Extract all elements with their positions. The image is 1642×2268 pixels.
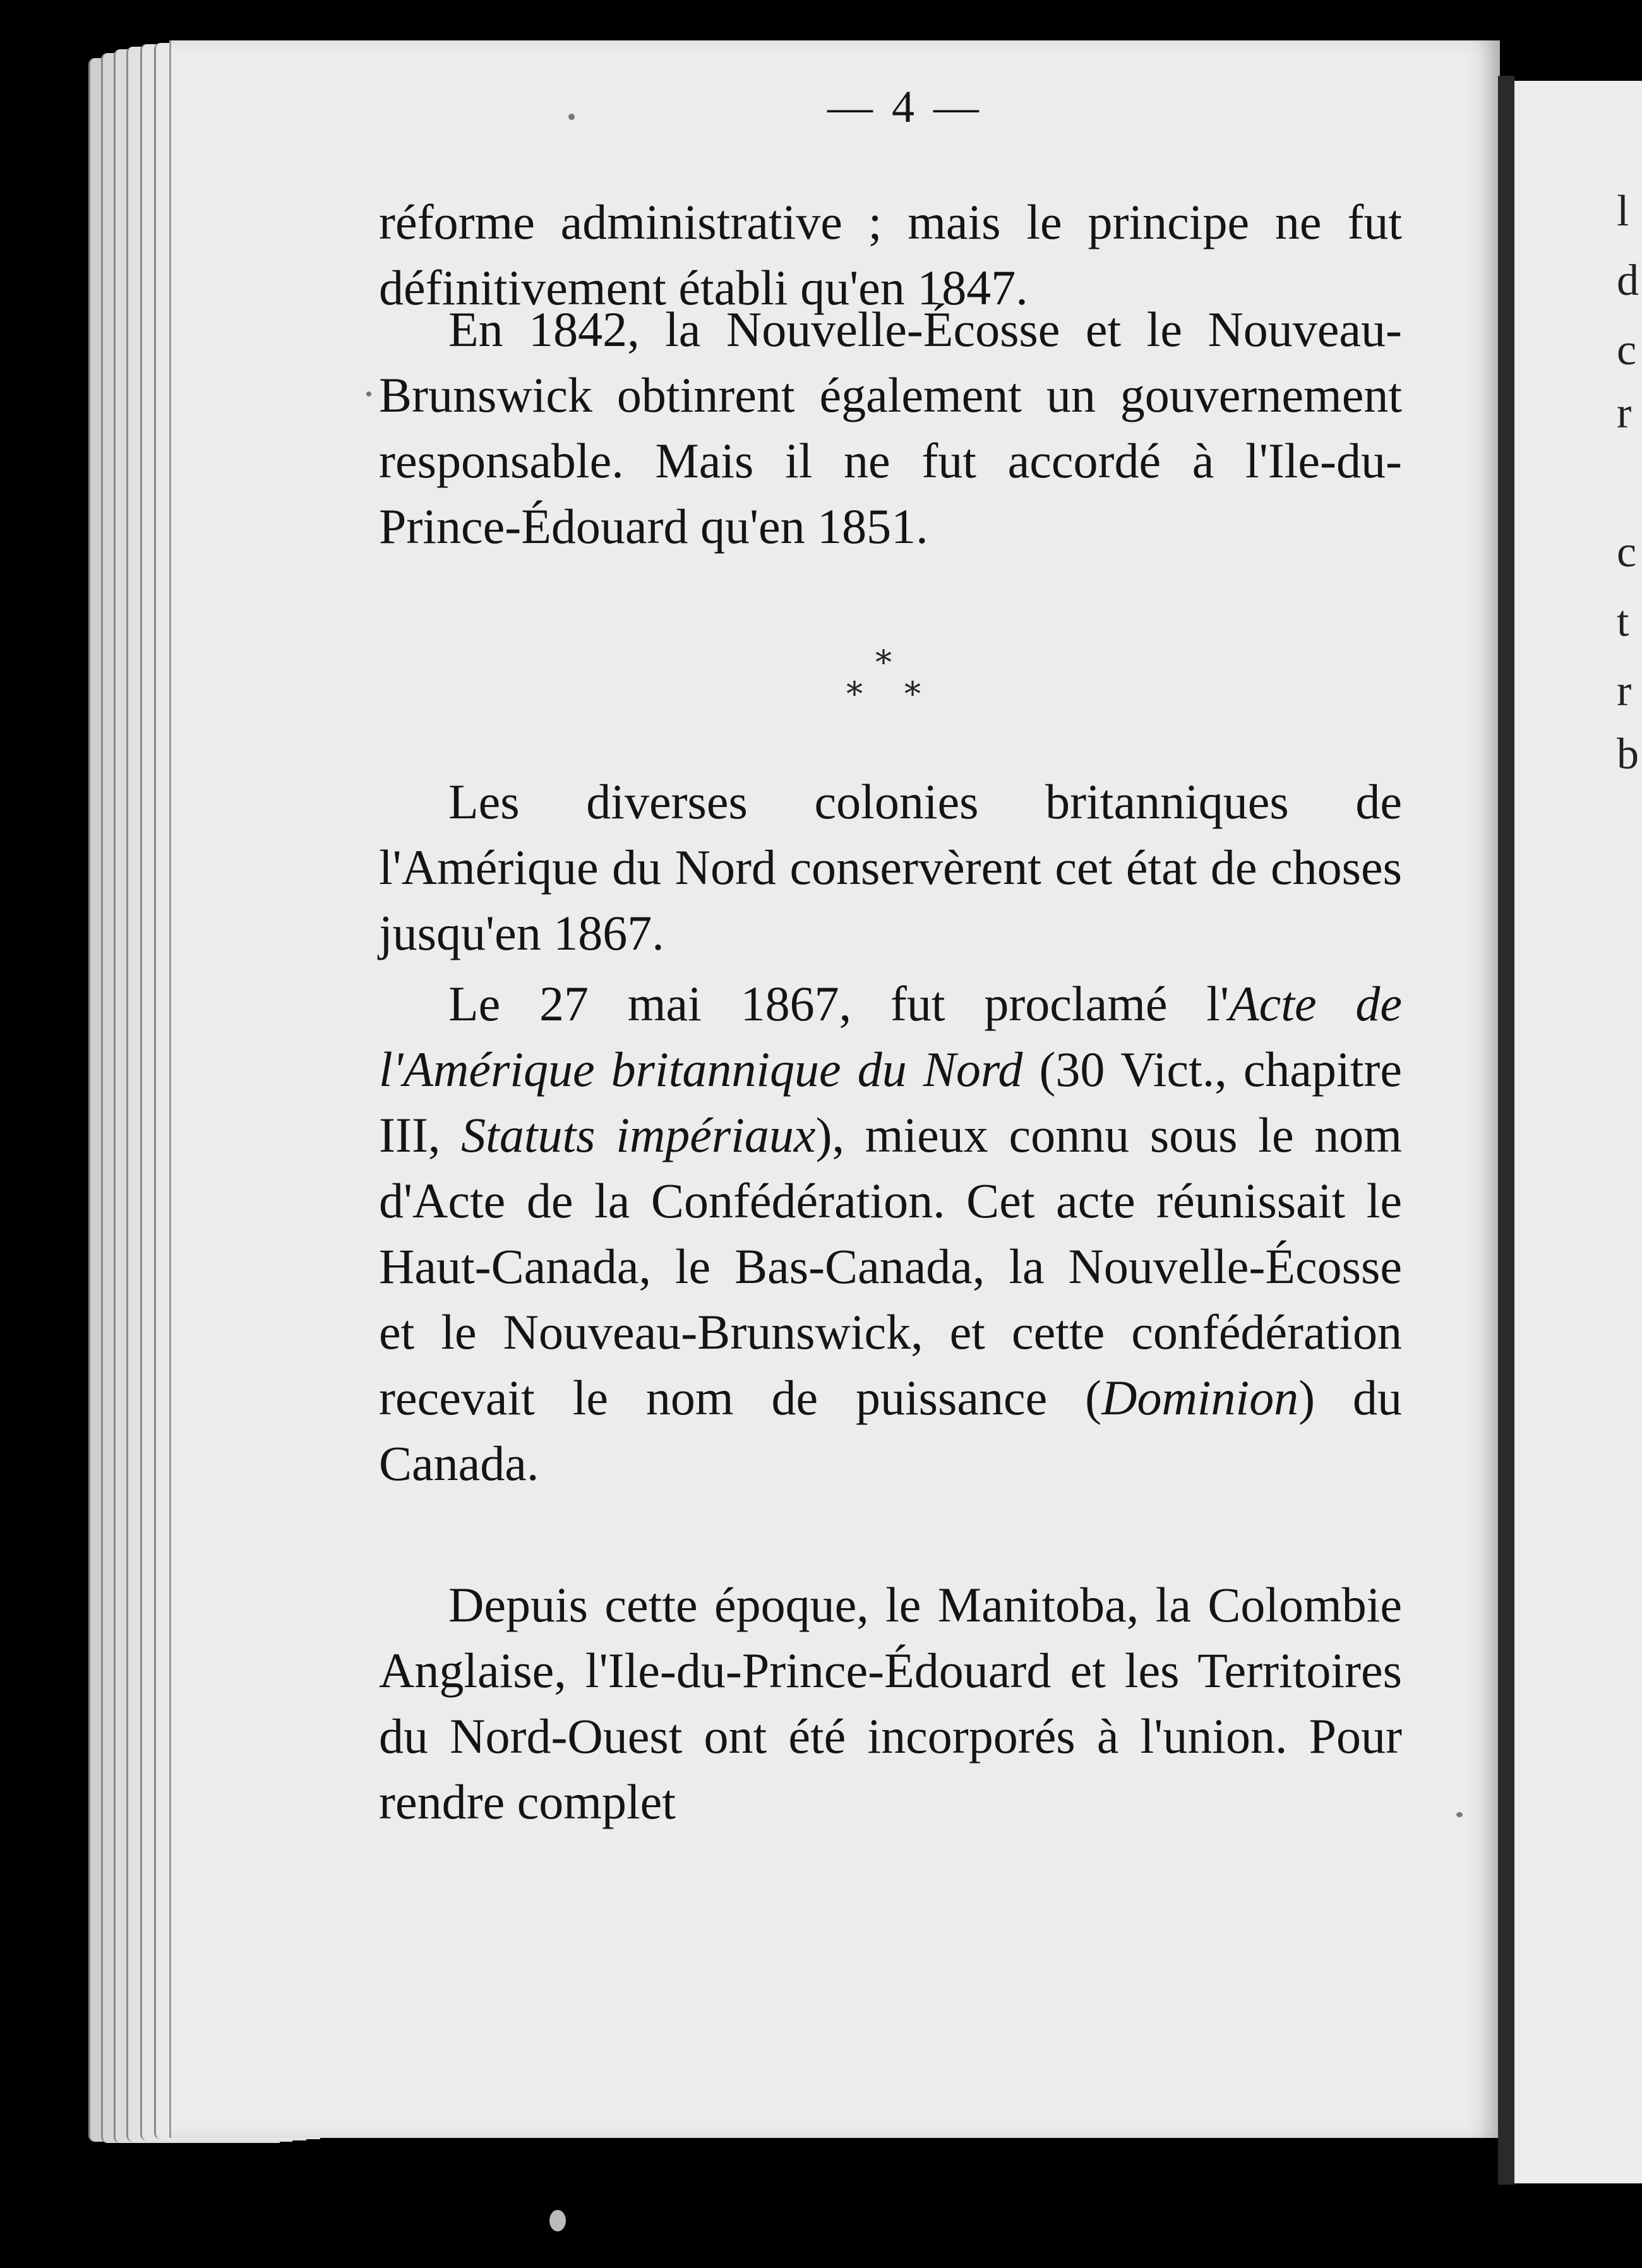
section-separator [846, 644, 935, 720]
paragraph-text: En 1842, la Nouvelle-Écosse et le Nouveau-Brunswick obtinrent également un gouvernement responsable. Mais il ne fut accordé à l'Ile-du-Prince-Édouard qu'en 1851. [379, 302, 1402, 554]
paragraph-text: Le 27 mai 1867, fut proclamé l' [448, 976, 1230, 1031]
paragraph-text: Depuis cette époque, le Manitoba, la Colombie Anglaise, l'Ile-du-Prince-Édouard et les Territoires du Nord-Ouest ont été incorporés à l'union. Pour rendre complet [379, 1577, 1402, 1829]
facing-page-letter: b [1617, 730, 1639, 779]
paragraph-text: Les diverses colonies britanniques de l'Amérique du Nord conservèrent cet état de choses jusqu'en 1867. [379, 774, 1402, 960]
facing-page-letter: t [1617, 597, 1629, 646]
scan-speck [549, 2210, 566, 2231]
italic-title-act: Acte de l'Amérique britannique du Nord [379, 976, 1402, 1097]
italic-word-dominion: Dominion [1101, 1370, 1299, 1425]
facing-page-letter: c [1617, 326, 1637, 374]
paragraph [379, 971, 1402, 1496]
paragraph [379, 769, 1402, 966]
facing-page-letter: d [1617, 256, 1639, 305]
book-binding [1498, 76, 1514, 2185]
paragraph-text: ) du Canada. [379, 1370, 1403, 1491]
scan-speck [568, 114, 575, 120]
paragraph [379, 297, 1402, 559]
paragraph-text: (30 Vict., chapitre III, [379, 1042, 1402, 1162]
italic-title-statutes: Statuts impériaux [461, 1107, 816, 1162]
facing-page-letter: r [1617, 389, 1632, 438]
facing-page-letter: r [1617, 667, 1632, 715]
scan-speck [1456, 1812, 1463, 1817]
paragraph [379, 1572, 1402, 1835]
page-number: — 4 — [827, 81, 983, 132]
facing-page-letter: l [1617, 187, 1629, 236]
facing-page-letter: c [1617, 528, 1637, 576]
asterisk: * [846, 676, 863, 713]
paragraph-continuation: réforme administrative ; mais le principe ne fut définitivement établi qu'en 1847. [379, 194, 1402, 315]
paragraph-text: ), mieux connu sous le nom d'Acte de la Confédération. Cet acte réunissait le Haut-Canada, le Bas-Canada, la Nouvelle-Écosse et le Nouveau-Brunswick, et cette confédération recevait le nom de puissance ( [379, 1107, 1402, 1425]
asterisk: * [904, 676, 921, 713]
asterisk: * [875, 644, 892, 682]
scan-speck [366, 391, 371, 397]
